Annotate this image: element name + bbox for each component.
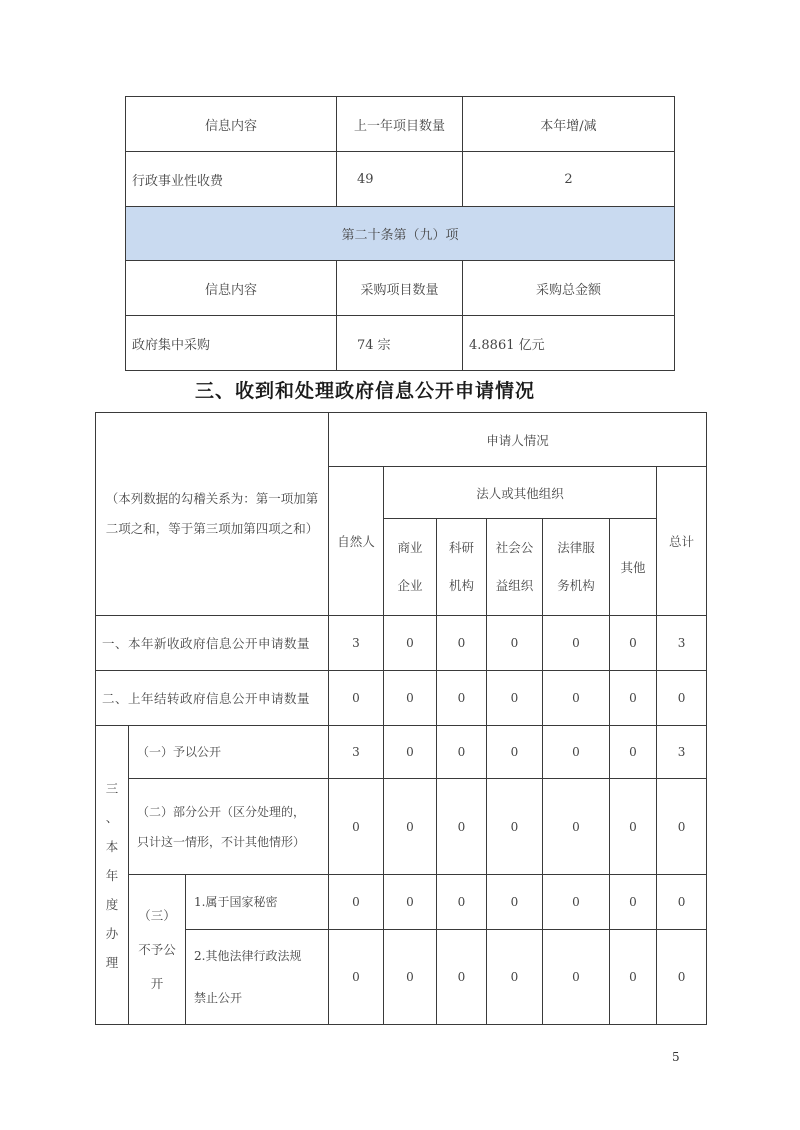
value-cell: 0 <box>657 779 707 875</box>
value-cell: 0 <box>657 930 707 1025</box>
table-row <box>96 726 707 779</box>
section3-vertical-label: 三 、 本 年 度 办 理 <box>96 726 129 1025</box>
page-number: 5 <box>672 1050 680 1064</box>
value-cell: 0 <box>487 930 543 1025</box>
table-cell: 74 宗 <box>337 316 463 371</box>
value-cell: 0 <box>487 726 543 779</box>
value-cell: 0 <box>487 616 543 671</box>
total-header: 总计 <box>657 467 707 616</box>
value-cell: 0 <box>437 779 487 875</box>
row-label: 二、上年结转政府信息公开申请数量 <box>96 671 329 726</box>
table-row <box>96 616 707 671</box>
value-cell: 0 <box>384 875 437 930</box>
value-cell: 0 <box>384 779 437 875</box>
row-label: （一）予以公开 <box>129 726 329 779</box>
no-open-label: （三） 不予公 开 <box>129 875 186 1025</box>
value-cell: 3 <box>329 726 384 779</box>
table-cell: 4.8861 亿元 <box>463 316 675 371</box>
table-row <box>126 316 675 371</box>
header-cell: 信息内容 <box>126 261 337 316</box>
table-row <box>126 152 675 207</box>
value-cell: 0 <box>329 671 384 726</box>
value-cell: 0 <box>329 779 384 875</box>
header-cell: 采购项目数量 <box>337 261 463 316</box>
value-cell: 0 <box>384 726 437 779</box>
value-cell: 0 <box>610 671 657 726</box>
row-label: 一、本年新收政府信息公开申请数量 <box>96 616 329 671</box>
value-cell: 0 <box>610 779 657 875</box>
table-row <box>96 413 707 467</box>
table-row <box>126 97 675 152</box>
value-cell: 0 <box>610 930 657 1025</box>
value-cell: 3 <box>329 616 384 671</box>
value-cell: 0 <box>543 779 610 875</box>
value-cell: 0 <box>487 779 543 875</box>
table-cell: 政府集中采购 <box>126 316 337 371</box>
table-row <box>96 875 707 930</box>
table-row <box>96 671 707 726</box>
value-cell: 0 <box>543 616 610 671</box>
row-label: （二）部分公开（区分处理的， 只计这一情形，不计其他情形） <box>129 779 329 875</box>
org-col-header: 法律服 务机构 <box>543 519 610 616</box>
value-cell: 0 <box>437 671 487 726</box>
value-cell: 0 <box>487 671 543 726</box>
fee-procurement-table <box>125 96 675 371</box>
table-row <box>96 779 707 875</box>
header-cell: 信息内容 <box>126 97 337 152</box>
org-col-header: 商业 企业 <box>384 519 437 616</box>
value-cell: 0 <box>487 875 543 930</box>
table-cell: 行政事业性收费 <box>126 152 337 207</box>
value-cell: 3 <box>657 726 707 779</box>
header-cell: 采购总金额 <box>463 261 675 316</box>
table-cell: 49 <box>337 152 463 207</box>
applicant-header: 申请人情况 <box>329 413 707 467</box>
row-label: 1.属于国家秘密 <box>186 875 329 930</box>
natural-person-header: 自然人 <box>329 467 384 616</box>
value-cell: 0 <box>543 875 610 930</box>
value-cell: 0 <box>329 930 384 1025</box>
org-col-header: 其他 <box>610 519 657 616</box>
section-title: 三、收到和处理政府信息公开申请情况 <box>194 380 535 402</box>
table-row <box>96 930 707 1025</box>
value-cell: 0 <box>437 875 487 930</box>
value-cell: 0 <box>384 930 437 1025</box>
value-cell: 0 <box>329 875 384 930</box>
value-cell: 0 <box>610 616 657 671</box>
note-cell: （本列数据的勾稽关系为：第一项加第二项之和，等于第三项加第四项之和） <box>96 413 329 616</box>
value-cell: 0 <box>384 671 437 726</box>
value-cell: 0 <box>543 726 610 779</box>
value-cell: 3 <box>657 616 707 671</box>
value-cell: 0 <box>437 726 487 779</box>
value-cell: 0 <box>657 875 707 930</box>
org-col-header: 社会公 益组织 <box>487 519 543 616</box>
table-row <box>126 207 675 261</box>
disclosure-requests-table <box>95 412 707 1025</box>
value-cell: 0 <box>610 875 657 930</box>
value-cell: 0 <box>384 616 437 671</box>
value-cell: 0 <box>543 930 610 1025</box>
value-cell: 0 <box>543 671 610 726</box>
legal-org-header: 法人或其他组织 <box>384 467 657 519</box>
value-cell: 0 <box>437 616 487 671</box>
row-label: 2.其他法律行政法规 禁止公开 <box>186 930 329 1025</box>
table-row <box>126 261 675 316</box>
value-cell: 0 <box>657 671 707 726</box>
header-cell: 本年增/减 <box>463 97 675 152</box>
value-cell: 0 <box>437 930 487 1025</box>
value-cell: 0 <box>610 726 657 779</box>
table-cell: 2 <box>463 152 675 207</box>
header-cell: 上一年项目数量 <box>337 97 463 152</box>
section-band: 第二十条第（九）项 <box>126 207 675 261</box>
org-col-header: 科研 机构 <box>437 519 487 616</box>
